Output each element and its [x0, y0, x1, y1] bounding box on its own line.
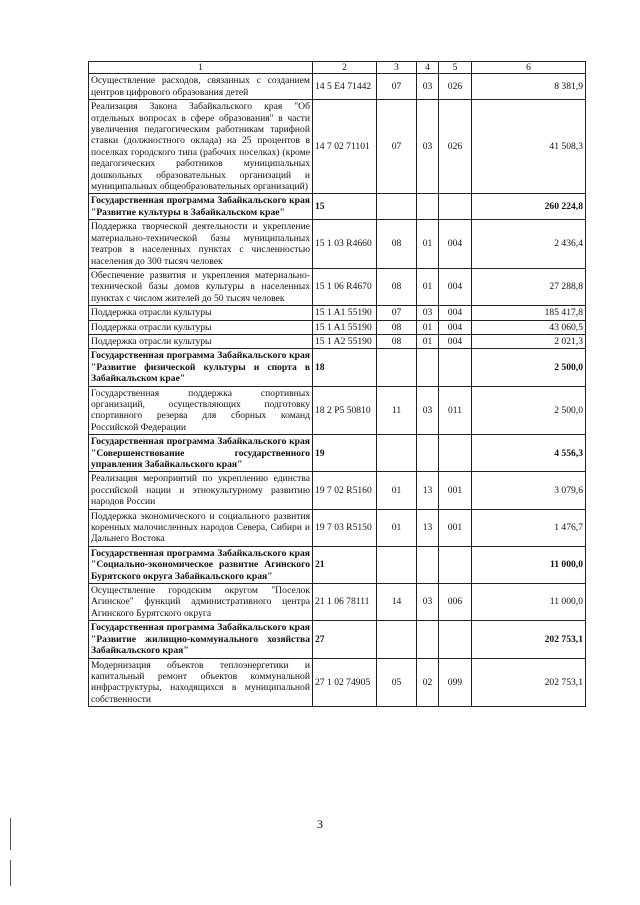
table-row	[89, 74, 586, 100]
row-subsection-cell: 13	[417, 472, 439, 509]
row-name-cell: Осуществление городским округом "Поселок Агинское" функций административного центра Агинского Бурятского округа	[89, 584, 313, 621]
row-section-cell: 08	[377, 334, 417, 348]
table-row	[89, 472, 586, 509]
row-code-cell: 27 1 02 74905	[313, 658, 377, 707]
row-type-cell	[439, 349, 472, 386]
row-name-cell: Модернизация объектов теплоэнергетики и капитальный ремонт объектов коммунальной инфраструктуры, находящихся в муниципальной собственности	[89, 658, 313, 707]
row-type-cell: 004	[439, 320, 472, 334]
row-type-cell: 004	[439, 220, 472, 269]
row-subsection-cell	[417, 435, 439, 472]
row-code-cell: 15 1 A1 55190	[313, 320, 377, 334]
row-type-cell	[439, 621, 472, 658]
row-subsection-cell: 03	[417, 74, 439, 100]
row-name-cell: Поддержка отрасли культуры	[89, 320, 313, 334]
row-type-cell: 006	[439, 584, 472, 621]
row-name-cell: Государственная программа Забайкальского края "Совершенствование государственного управления Забайкальского края"	[89, 435, 313, 472]
row-type-cell: 026	[439, 74, 472, 100]
row-sum-cell: 185 417,8	[472, 306, 586, 320]
column-header: 6	[472, 62, 586, 74]
row-subsection-cell: 03	[417, 100, 439, 194]
row-code-cell: 19 7 03 R5150	[313, 509, 377, 546]
row-name-cell: Реализация Закона Забайкальского края "Об отдельных вопросах в сфере образования" в части увеличения педагогическим работникам тарифной ставки (должностного оклада) на 25 процентов в поселках городского типа (рабочих поселках) (кроме педагогических работников муниципальных дошкольных образовательных организаций и муниципальных общеобразовательных организаций)	[89, 100, 313, 194]
row-section-cell: 07	[377, 100, 417, 194]
row-section-cell: 07	[377, 74, 417, 100]
row-subsection-cell: 01	[417, 220, 439, 269]
row-sum-cell: 260 224,8	[472, 194, 586, 220]
table-row	[89, 306, 586, 320]
row-section-cell	[377, 546, 417, 583]
row-type-cell	[439, 435, 472, 472]
table-row	[89, 268, 586, 305]
row-type-cell	[439, 546, 472, 583]
row-section-cell: 14	[377, 584, 417, 621]
row-subsection-cell: 03	[417, 306, 439, 320]
row-code-cell: 27	[313, 621, 377, 658]
row-name-cell: Государственная программа Забайкальского края "Развитие культуры в Забайкальском крае"	[89, 194, 313, 220]
row-section-cell: 08	[377, 268, 417, 305]
row-name-cell: Государственная программа Забайкальского края "Развитие физической культуры и спорта в Забайкальском крае"	[89, 349, 313, 386]
row-subsection-cell: 03	[417, 584, 439, 621]
row-section-cell: 08	[377, 320, 417, 334]
row-sum-cell: 8 381,9	[472, 74, 586, 100]
row-sum-cell: 202 753,1	[472, 621, 586, 658]
row-sum-cell: 11 000,0	[472, 584, 586, 621]
row-code-cell: 19	[313, 435, 377, 472]
scan-margin-mark	[10, 818, 11, 850]
row-subsection-cell	[417, 349, 439, 386]
row-type-cell: 004	[439, 334, 472, 348]
table-row	[89, 100, 586, 194]
table-body	[89, 74, 586, 707]
row-sum-cell: 41 508,3	[472, 100, 586, 194]
row-name-cell: Осуществление расходов, связанных с созданием центров цифрового образования детей	[89, 74, 313, 100]
row-sum-cell: 27 288,8	[472, 268, 586, 305]
column-header: 4	[417, 62, 439, 74]
row-section-cell	[377, 194, 417, 220]
program-row	[89, 349, 586, 386]
row-section-cell: 11	[377, 386, 417, 435]
row-code-cell: 18 2 P5 50810	[313, 386, 377, 435]
row-subsection-cell: 01	[417, 320, 439, 334]
row-sum-cell: 2 436,4	[472, 220, 586, 269]
table-row	[89, 320, 586, 334]
row-code-cell: 15 1 03 R4660	[313, 220, 377, 269]
row-sum-cell: 1 476,7	[472, 509, 586, 546]
row-type-cell	[439, 194, 472, 220]
program-row	[89, 546, 586, 583]
row-sum-cell: 3 079,6	[472, 472, 586, 509]
scan-margin-mark	[10, 860, 11, 886]
budget-table	[88, 61, 586, 707]
row-code-cell: 15 1 06 R4670	[313, 268, 377, 305]
column-header: 2	[313, 62, 377, 74]
row-section-cell: 08	[377, 220, 417, 269]
program-row	[89, 621, 586, 658]
page-number: 3	[317, 817, 323, 831]
row-sum-cell: 2 021,3	[472, 334, 586, 348]
row-name-cell: Государственная программа Забайкальского края "Социально-экономическое развитие Агинского Бурятского округа Забайкальского края"	[89, 546, 313, 583]
row-code-cell: 18	[313, 349, 377, 386]
table-row	[89, 584, 586, 621]
row-section-cell: 07	[377, 306, 417, 320]
row-name-cell: Реализация мероприятий по укреплению единства российской нации и этнокультурному развитию народов России	[89, 472, 313, 509]
table-row	[89, 386, 586, 435]
column-header: 3	[377, 62, 417, 74]
row-section-cell: 01	[377, 509, 417, 546]
row-code-cell: 15 1 A1 55190	[313, 306, 377, 320]
row-section-cell	[377, 349, 417, 386]
row-name-cell: Поддержка отрасли культуры	[89, 334, 313, 348]
row-name-cell: Поддержка экономического и социального развития коренных малочисленных народов Севера, Сибири и Дальнего Востока	[89, 509, 313, 546]
row-code-cell: 15 1 A2 55190	[313, 334, 377, 348]
row-name-cell: Государственная поддержка спортивных организаций, осуществляющих подготовку спортивного резерва для сборных команд Российской Федерации	[89, 386, 313, 435]
row-name-cell: Обеспечение развития и укрепления материально-технической базы домов культуры в населенных пунктах с числом жителей до 50 тысяч человек	[89, 268, 313, 305]
row-subsection-cell	[417, 621, 439, 658]
row-code-cell: 15	[313, 194, 377, 220]
row-subsection-cell	[417, 194, 439, 220]
row-subsection-cell	[417, 546, 439, 583]
row-code-cell: 19 7 02 R5160	[313, 472, 377, 509]
row-subsection-cell: 01	[417, 334, 439, 348]
row-code-cell: 21	[313, 546, 377, 583]
row-section-cell	[377, 621, 417, 658]
row-type-cell: 099	[439, 658, 472, 707]
row-section-cell: 05	[377, 658, 417, 707]
row-name-cell: Государственная программа Забайкальского края "Развитие жилищно-коммунального хозяйства Забайкальского края"	[89, 621, 313, 658]
program-row	[89, 194, 586, 220]
row-name-cell: Поддержка творческой деятельности и укрепление материально-технической базы муниципальных театров в населенных пунктах с численностью населения до 300 тысяч человек	[89, 220, 313, 269]
row-subsection-cell: 13	[417, 509, 439, 546]
row-code-cell: 14 5 E4 71442	[313, 74, 377, 100]
row-sum-cell: 11 000,0	[472, 546, 586, 583]
row-type-cell: 004	[439, 306, 472, 320]
row-subsection-cell: 01	[417, 268, 439, 305]
row-name-cell: Поддержка отрасли культуры	[89, 306, 313, 320]
row-code-cell: 21 1 06 78111	[313, 584, 377, 621]
row-subsection-cell: 02	[417, 658, 439, 707]
row-type-cell: 004	[439, 268, 472, 305]
row-sum-cell: 202 753,1	[472, 658, 586, 707]
table-row	[89, 220, 586, 269]
row-sum-cell: 2 500,0	[472, 349, 586, 386]
column-header: 5	[439, 62, 472, 74]
table-row	[89, 658, 586, 707]
row-subsection-cell: 03	[417, 386, 439, 435]
table-header-row	[89, 62, 586, 74]
row-type-cell: 001	[439, 509, 472, 546]
row-code-cell: 14 7 02 71101	[313, 100, 377, 194]
row-type-cell: 026	[439, 100, 472, 194]
row-type-cell: 011	[439, 386, 472, 435]
row-sum-cell: 2 500,0	[472, 386, 586, 435]
table-row	[89, 509, 586, 546]
table-row	[89, 334, 586, 348]
row-type-cell: 001	[439, 472, 472, 509]
row-section-cell: 01	[377, 472, 417, 509]
row-sum-cell: 4 556,3	[472, 435, 586, 472]
program-row	[89, 435, 586, 472]
row-sum-cell: 43 060,5	[472, 320, 586, 334]
row-section-cell	[377, 435, 417, 472]
column-header: 1	[89, 62, 313, 74]
